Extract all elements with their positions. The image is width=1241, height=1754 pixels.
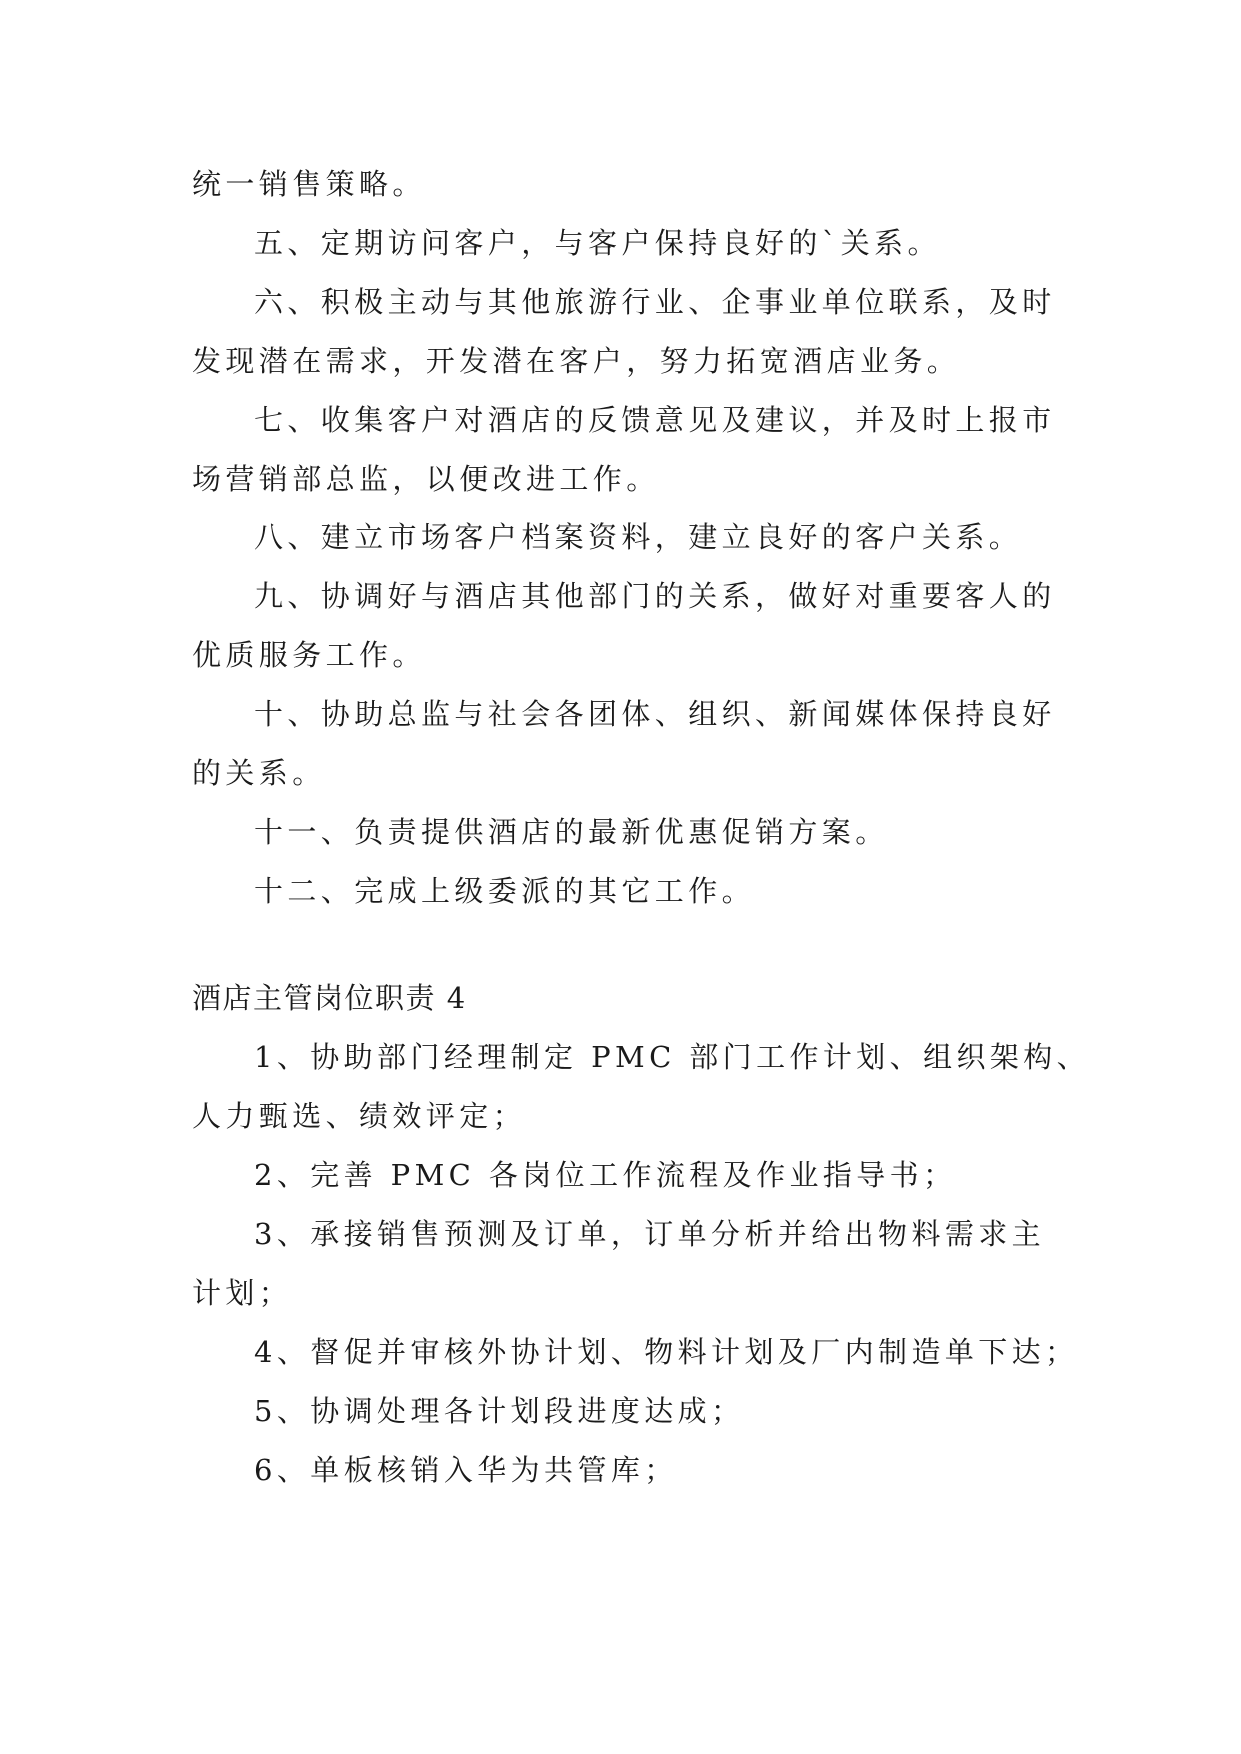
text-line: 5、协调处理各计划段进度达成； [254, 1394, 745, 1428]
text-line: 优质服务工作。 [192, 638, 426, 672]
text-line: 九、协调好与酒店其他部门的关系，做好对重要客人的 [254, 579, 1056, 613]
text-line: 五、定期访问客户，与客户保持良好的`关系。 [254, 226, 941, 260]
text-line: 十二、完成上级委派的其它工作。 [254, 874, 756, 908]
text-line: 2、完善 PMC 各岗位工作流程及作业指导书； [254, 1158, 957, 1192]
text-line: 6、单板核销入华为共管库； [254, 1453, 678, 1487]
section-heading: 酒店主管岗位职责 4 [192, 981, 467, 1015]
text-line: 4、督促并审核外协计划、物料计划及厂内制造单下达； [254, 1335, 1079, 1369]
text-line: 十一、负责提供酒店的最新优惠促销方案。 [254, 815, 889, 849]
text-line: 的关系。 [192, 756, 326, 790]
text-line: 3、承接销售预测及订单，订单分析并给出物料需求主 [254, 1217, 1046, 1251]
text-line: 七、收集客户对酒店的反馈意见及建议，并及时上报市 [254, 403, 1056, 437]
text-line: 1、协助部门经理制定 PMC 部门工作计划、组织架构、 [254, 1040, 1091, 1074]
text-line: 场营销部总监，以便改进工作。 [192, 462, 660, 496]
text-line: 十、协助总监与社会各团体、组织、新闻媒体保持良好 [254, 697, 1056, 731]
text-line: 八、建立市场客户档案资料，建立良好的客户关系。 [254, 520, 1023, 554]
text-line: 人力甄选、绩效评定； [192, 1099, 527, 1133]
text-line: 六、积极主动与其他旅游行业、企事业单位联系，及时 [254, 285, 1056, 319]
text-line: 发现潜在需求，开发潜在客户，努力拓宽酒店业务。 [192, 344, 961, 378]
text-line: 计划； [192, 1276, 293, 1310]
text-line: 统一销售策略。 [192, 167, 426, 201]
